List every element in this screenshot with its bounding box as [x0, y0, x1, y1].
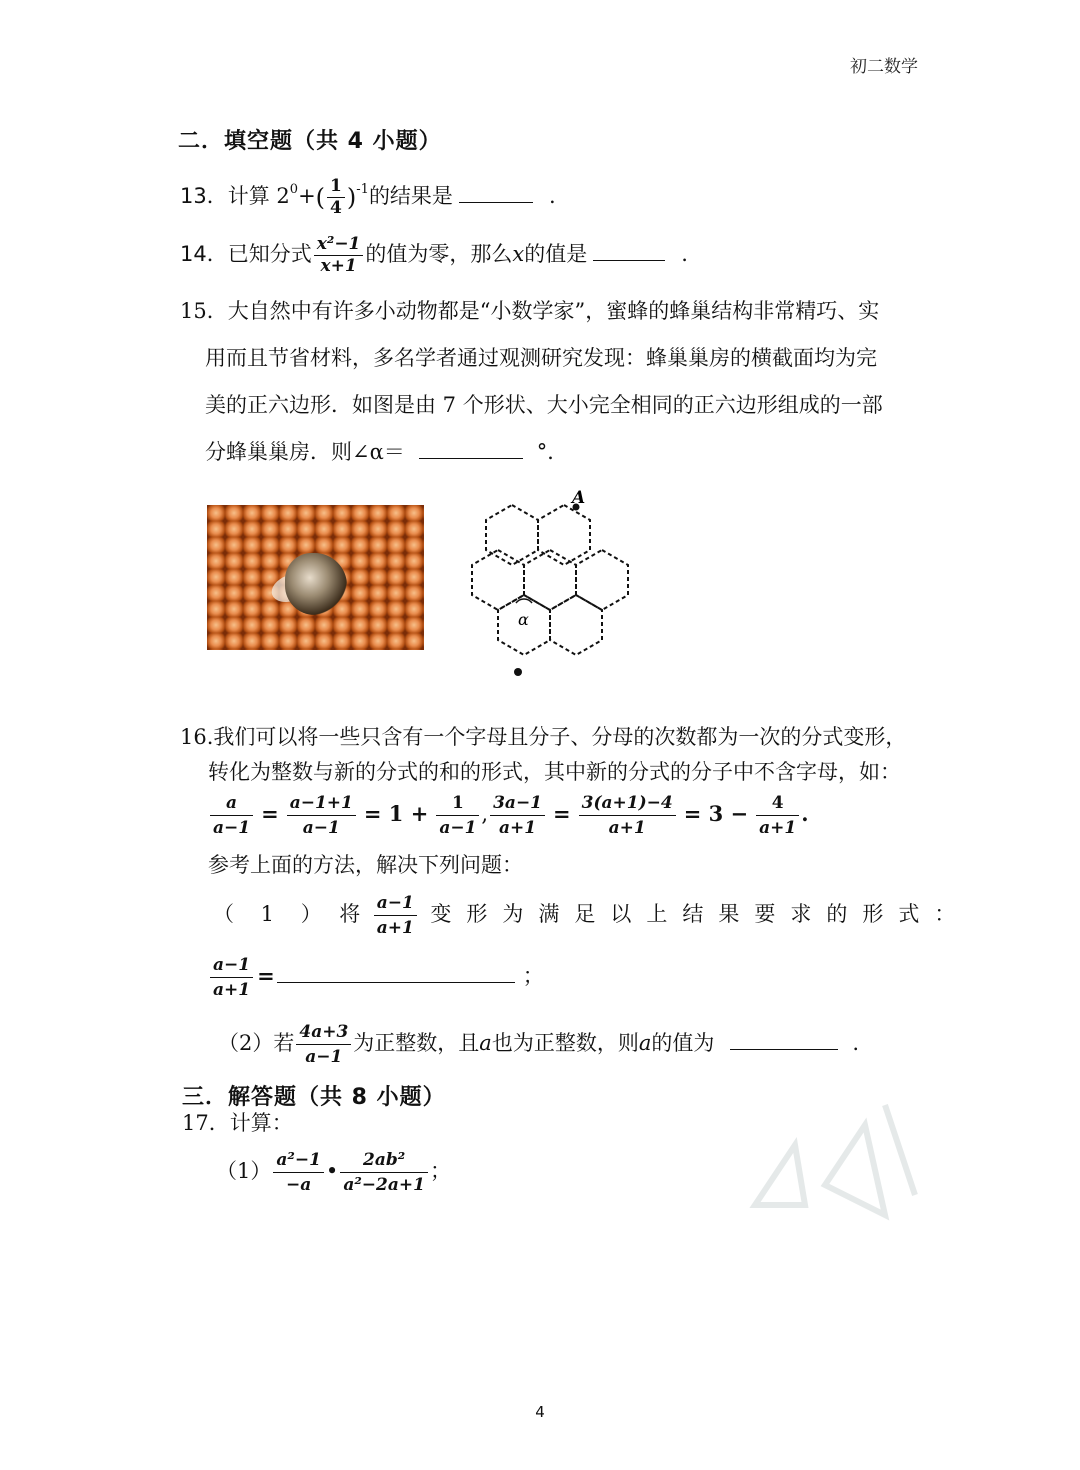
- hexagon-top-right: [538, 505, 590, 565]
- q13-end: .: [548, 184, 556, 208]
- answer-blank[interactable]: [593, 259, 665, 261]
- answer-blank[interactable]: [459, 201, 533, 203]
- example-fraction: [436, 793, 479, 838]
- hexagons: [472, 505, 628, 655]
- part2-middle: 为正整数，且: [353, 1031, 480, 1055]
- fraction-denominator: a−1: [305, 1047, 343, 1067]
- q16-line-2: 转化为整数与新的分式的和的形式，其中新的分式的分子中不含字母，如：: [208, 760, 901, 784]
- q16-example-equations: [208, 793, 809, 838]
- text-char: 求: [790, 902, 812, 926]
- q15-last-suffix: °．: [536, 440, 569, 464]
- label-alpha: α: [518, 610, 529, 629]
- fraction-denominator: a+1: [213, 980, 251, 1000]
- fraction-numerator: a²−1: [273, 1150, 324, 1173]
- equals-one-plus: = 1 +: [363, 801, 429, 826]
- text-char: 为: [502, 902, 524, 926]
- example-fraction: [756, 793, 799, 838]
- question-number: 13．: [180, 184, 228, 208]
- part-label: （ 1 ）: [213, 902, 332, 926]
- q14-end: .: [681, 242, 688, 266]
- section-title-solve: 三．解答题（共 8 小题）: [182, 1085, 446, 1110]
- period: .: [801, 801, 809, 826]
- question-13: [180, 178, 556, 217]
- fraction-numerator: a: [210, 793, 253, 816]
- hexagon-middle-center: [524, 550, 576, 610]
- q15-line-1: 15．大自然中有许多小动物都是“小数学家”，蜜蜂的蜂巢结构非常精巧、实: [180, 299, 880, 323]
- text-char: 以: [610, 902, 632, 926]
- bee: [285, 553, 347, 615]
- hexagon-top-left: [486, 505, 538, 565]
- q16-reference: 参考上面的方法，解决下列问题：: [208, 853, 523, 877]
- hexagon-bottom-right: [550, 595, 602, 655]
- hexagon-middle-right: [576, 550, 628, 610]
- fraction-denominator: a−1: [213, 818, 251, 838]
- q14-var: x: [512, 242, 525, 266]
- part1-fraction: [210, 955, 253, 1000]
- equals-sign: =: [553, 801, 571, 826]
- text-char: 形: [466, 902, 488, 926]
- period: .: [852, 1031, 860, 1055]
- point-bottom: [514, 668, 522, 676]
- text-char: 的: [826, 902, 848, 926]
- answer-blank[interactable]: [730, 1048, 838, 1050]
- q13-plus: +: [298, 184, 316, 208]
- fraction-denominator: a−1: [439, 818, 477, 838]
- answer-blank[interactable]: [419, 457, 523, 459]
- label-A: A: [572, 488, 586, 508]
- q14-prefix: 已知分式: [227, 242, 312, 266]
- fraction-denominator: a²−2a+1: [343, 1175, 425, 1195]
- text-char: 足: [574, 902, 596, 926]
- answer-blank[interactable]: [277, 981, 515, 983]
- variable-a: a: [479, 1031, 492, 1055]
- part2-fraction: [296, 1022, 351, 1067]
- q16-part-1: [213, 893, 963, 938]
- text-char: 式: [898, 902, 920, 926]
- page-header-subject: 初二数学: [850, 57, 918, 77]
- fraction-numerator: 3a−1: [490, 793, 545, 816]
- text-char: 变: [430, 902, 452, 926]
- q15-last-prefix: 分蜂巢巢房．则∠α＝: [205, 440, 405, 464]
- part2-suffix: 的值为: [651, 1031, 715, 1055]
- question-number: 14．: [180, 242, 228, 266]
- fraction-numerator: 2ab²: [340, 1150, 428, 1173]
- example-fraction: [210, 793, 253, 838]
- fraction-numerator: 4a+3: [296, 1022, 351, 1045]
- example-fraction: [287, 793, 356, 838]
- angle-arc: [516, 599, 532, 603]
- hexagon-diagram: [460, 485, 650, 685]
- q15-line-2: 用而且节省材料，多名学者通过观测研究发现：蜂巢巢房的横截面均为完: [205, 346, 877, 370]
- q14-fraction: [314, 236, 364, 275]
- q15-line-3: 美的正六边形．如图是由 7 个形状、大小完全相同的正六边形组成的一部: [205, 393, 883, 417]
- question-15: [180, 288, 910, 476]
- fraction-denominator: −a: [286, 1175, 312, 1195]
- q16-part-1-answer: [208, 955, 544, 1000]
- honeycomb-photo: [207, 505, 424, 650]
- text-char: 结: [682, 902, 704, 926]
- fraction-denominator: a+1: [376, 918, 414, 938]
- semicolon: ；: [429, 1159, 451, 1183]
- q17-fraction-2: [340, 1150, 428, 1195]
- semicolon: ；: [522, 964, 544, 988]
- part-label: （1）: [216, 1159, 272, 1183]
- q17-part-1: [216, 1150, 451, 1195]
- multiply-dot: •: [325, 1159, 339, 1183]
- part2-middle-2: 也为正整数，则: [491, 1031, 639, 1055]
- q13-suffix: 的结果是: [368, 184, 453, 208]
- text-char: 将: [339, 902, 361, 926]
- hexagon-middle-left: [472, 550, 524, 610]
- q13-fraction: [327, 178, 345, 217]
- variable-a: a: [638, 1031, 652, 1055]
- part1-fraction: [374, 893, 417, 938]
- fraction-numerator: a−1: [374, 893, 417, 916]
- example-fraction: [490, 793, 545, 838]
- equals-sign: =: [261, 801, 279, 826]
- q16-line-1: 16.我们可以将一些只含有一个字母且分子、分母的次数都为一次的分式变形，: [180, 725, 907, 749]
- text-char: 要: [754, 902, 776, 926]
- fraction-denominator: 4: [330, 198, 342, 218]
- fraction-numerator: 3(a+1)−4: [579, 793, 676, 816]
- equals-sign: =: [257, 963, 275, 988]
- fraction-numerator: a−1+1: [287, 793, 356, 816]
- left-paren: (: [315, 183, 326, 212]
- fraction-numerator: x²−1: [314, 236, 364, 256]
- example-fraction: [579, 793, 676, 838]
- fraction-denominator: a+1: [608, 818, 646, 838]
- q13-prefix: 计算 2: [227, 184, 290, 208]
- fraction-numerator: 4: [756, 793, 799, 816]
- q17-fraction-1: [273, 1150, 324, 1195]
- text-char: ：: [934, 902, 956, 926]
- fraction-denominator: x+1: [320, 256, 357, 276]
- comma: ,: [481, 802, 489, 826]
- fraction-denominator: a+1: [759, 818, 797, 838]
- section-title-fill-in: 二．填空题（共 4 小题）: [178, 129, 442, 154]
- question-17: 17．计算：: [182, 1111, 293, 1135]
- part2-prefix: （2）若: [218, 1031, 295, 1055]
- q16-part-2: [218, 1022, 859, 1067]
- fraction-numerator: 1: [327, 178, 345, 198]
- text-char: 形: [862, 902, 884, 926]
- fraction-denominator: a−1: [302, 818, 340, 838]
- faint-background-marks: [735, 1085, 925, 1235]
- q13-exp0: 0: [289, 182, 299, 197]
- q14-middle: 的值为零，那么: [365, 242, 513, 266]
- q14-suffix: 的值是: [524, 242, 588, 266]
- fraction-denominator: a+1: [499, 818, 537, 838]
- fraction-numerator: 1: [436, 793, 479, 816]
- equals-three-minus: = 3 −: [683, 801, 749, 826]
- q13-exp-neg1: -1: [356, 182, 369, 197]
- right-paren: ): [346, 183, 357, 212]
- question-14: [180, 236, 688, 275]
- page-number: 4: [535, 1403, 545, 1421]
- q15-line-4: [180, 429, 910, 476]
- text-char: 上: [646, 902, 668, 926]
- fraction-numerator: a−1: [210, 955, 253, 978]
- text-char: 满: [538, 902, 560, 926]
- text-char: 果: [718, 902, 740, 926]
